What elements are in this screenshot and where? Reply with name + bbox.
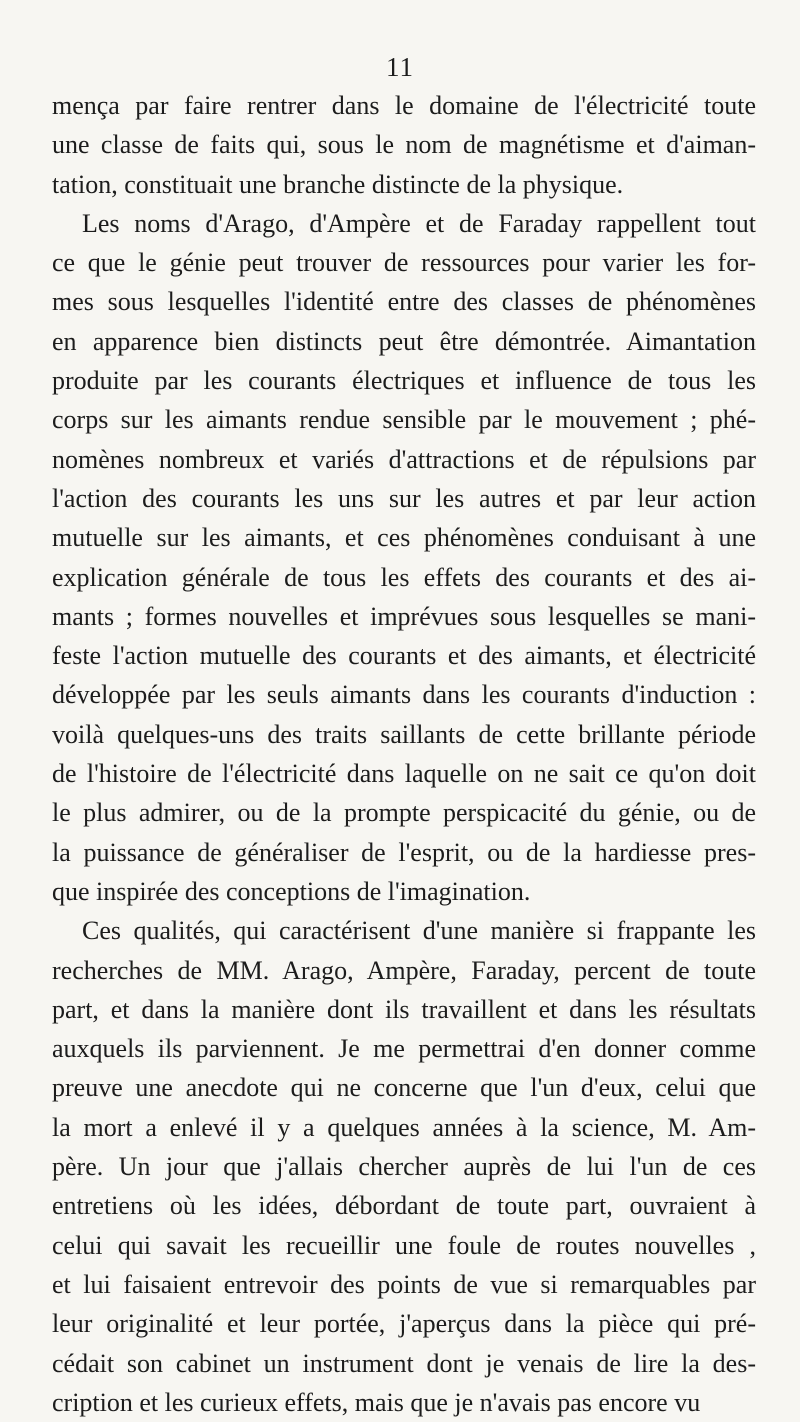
text-line: tation, constituait une branche distincte de la physique. [52,169,624,199]
text-line: père. Un jour que j'allais chercher auprès de lui l'un de ces [52,1152,756,1182]
text-line: mença par faire rentrer dans le domaine de l'électricité toute [52,91,756,120]
text-line: le plus admirer, ou de la prompte perspicacité du génie, ou de [52,798,756,828]
text-line: Ces qualités, qui caractérisent d'une manière si frappante les [82,916,756,946]
text-line: la mort a enlevé il y a quelques années à la science, M. Am- [52,1112,756,1142]
text-line: l'action des courants les uns sur les autres et par leur action [52,483,756,513]
body-text [52,86,756,1422]
text-line: explication générale de tous les effets des courants et des ai- [52,562,756,592]
text-line: nomènes nombreux et variés d'attractions et de répulsions par [52,444,756,474]
text-line: développée par les seuls aimants dans les courants d'induction : [52,680,756,710]
text-line: et lui faisaient entrevoir des points de vue si remarquables par [52,1269,756,1299]
text-line: de l'histoire de l'électricité dans laquelle on ne sait ce qu'on doit [52,759,756,789]
text-line: en apparence bien distincts peut être démontrée. Aimantation [52,326,756,356]
text-line: ce que le génie peut trouver de ressources pour varier les for- [52,248,756,278]
text-line: part, et dans la manière dont ils travaillent et dans les résultats [52,994,756,1024]
text-line: cription et les curieux effets, mais que je n'avais pas encore vu [52,1387,701,1417]
text-line: la puissance de généraliser de l'esprit, ou de la hardiesse pres- [52,837,756,867]
text-line: leur originalité et leur portée, j'aperçus dans la pièce qui pré- [52,1309,756,1339]
text-line: recherches de MM. Arago, Ampère, Faraday, percent de toute [52,955,756,985]
text-line: preuve une anecdote qui ne concerne que l'un d'eux, celui que [52,1073,756,1103]
text-line: corps sur les aimants rendue sensible par le mouvement ; phé- [52,405,756,435]
text-line: voilà quelques-uns des traits saillants de cette brillante période [52,719,756,749]
page-number: 11 [386,52,414,82]
text-line: auxquels ils parviennent. Je me permettrai d'en donner comme [52,1034,756,1064]
text-line: feste l'action mutuelle des courants et des aimants, et électricité [52,641,756,671]
text-line: produite par les courants électriques et influence de tous les [52,366,756,396]
text-line: entretiens où les idées, débordant de toute part, ouvraient à [52,1191,756,1221]
text-line: mes sous lesquelles l'identité entre des classes de phénomènes [52,287,756,317]
text-line: celui qui savait les recueillir une foule de routes nouvelles , [52,1230,756,1260]
text-line: une classe de faits qui, sous le nom de magnétisme et d'aiman- [52,130,756,160]
text-line: cédait son cabinet un instrument dont je venais de lire la des- [52,1348,756,1378]
text-line: Les noms d'Arago, d'Ampère et de Faraday rappellent tout [82,208,756,238]
text-line: que inspirée des conceptions de l'imagination. [52,876,531,906]
text-line: mutuelle sur les aimants, et ces phénomènes conduisant à une [52,523,756,553]
text-line: mants ; formes nouvelles et imprévues sous lesquelles se mani- [52,601,756,631]
